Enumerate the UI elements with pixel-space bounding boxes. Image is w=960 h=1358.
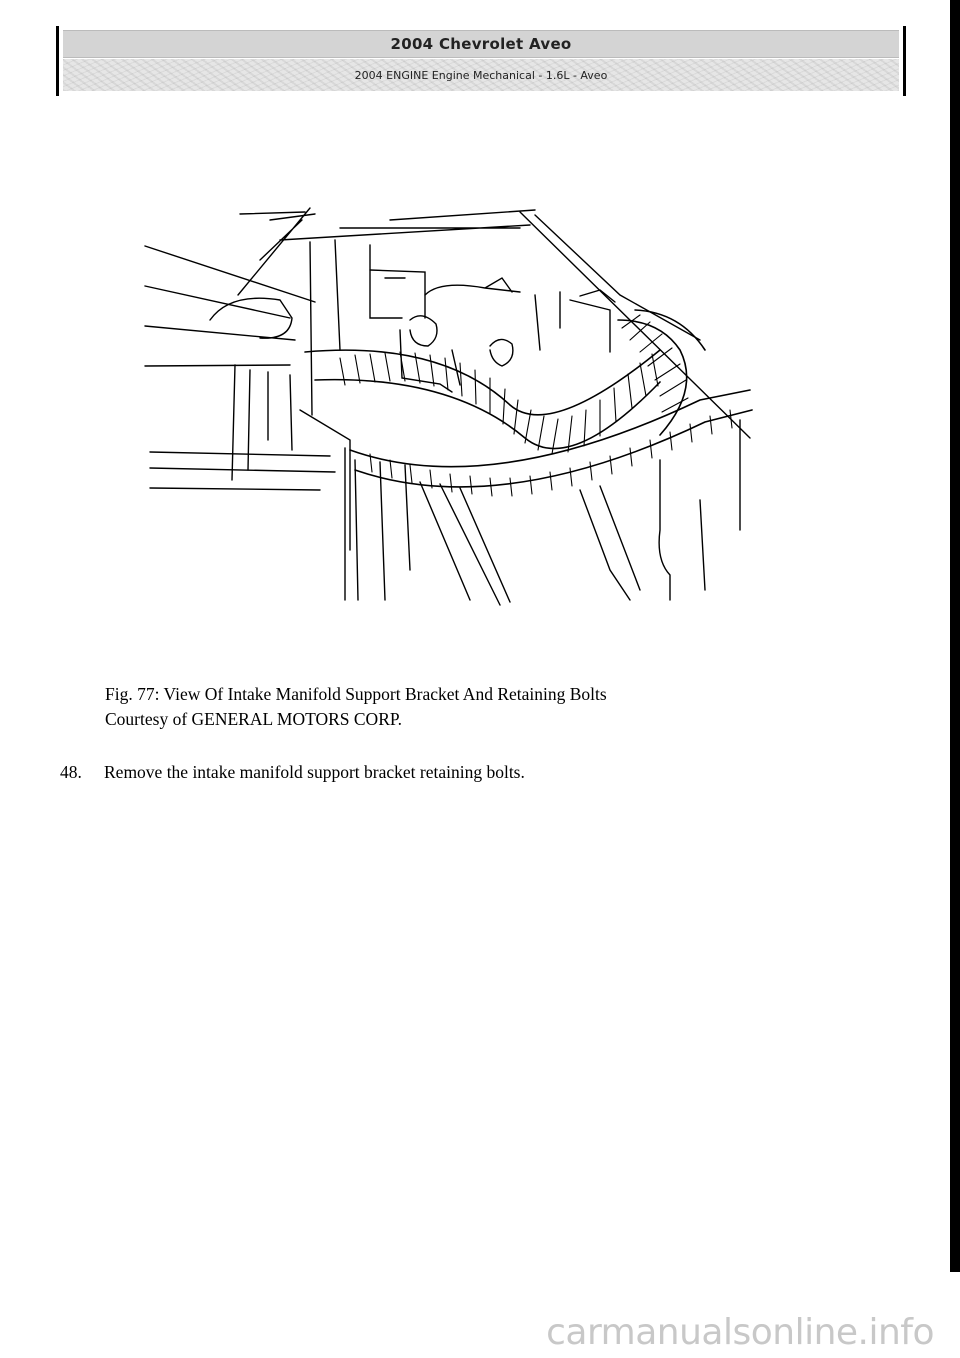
header-title: 2004 Chevrolet Aveo xyxy=(390,35,572,53)
step-text: Remove the intake manifold support bracket retaining bolts. xyxy=(104,762,525,782)
page-right-edge xyxy=(950,0,960,1272)
procedure-step xyxy=(60,760,525,785)
page-header xyxy=(56,26,906,94)
watermark-text: carmanualsonline.info xyxy=(546,1312,934,1353)
header-subtitle-band xyxy=(63,59,899,91)
figure-caption-credit: Courtesy of GENERAL MOTORS CORP. xyxy=(105,709,403,729)
step-number: 48. xyxy=(60,762,82,782)
figure-caption-title: Fig. 77: View Of Intake Manifold Support Bracket And Retaining Bolts xyxy=(105,684,607,704)
figure-caption xyxy=(105,682,607,732)
header-subtitle: 2004 ENGINE Engine Mechanical - 1.6L - Aveo xyxy=(354,68,608,82)
watermark-area xyxy=(0,1272,960,1358)
header-right-rule xyxy=(903,26,906,96)
intake-manifold-bracket-illustration xyxy=(140,200,760,610)
header-left-rule xyxy=(56,26,59,96)
header-title-band xyxy=(63,30,899,58)
